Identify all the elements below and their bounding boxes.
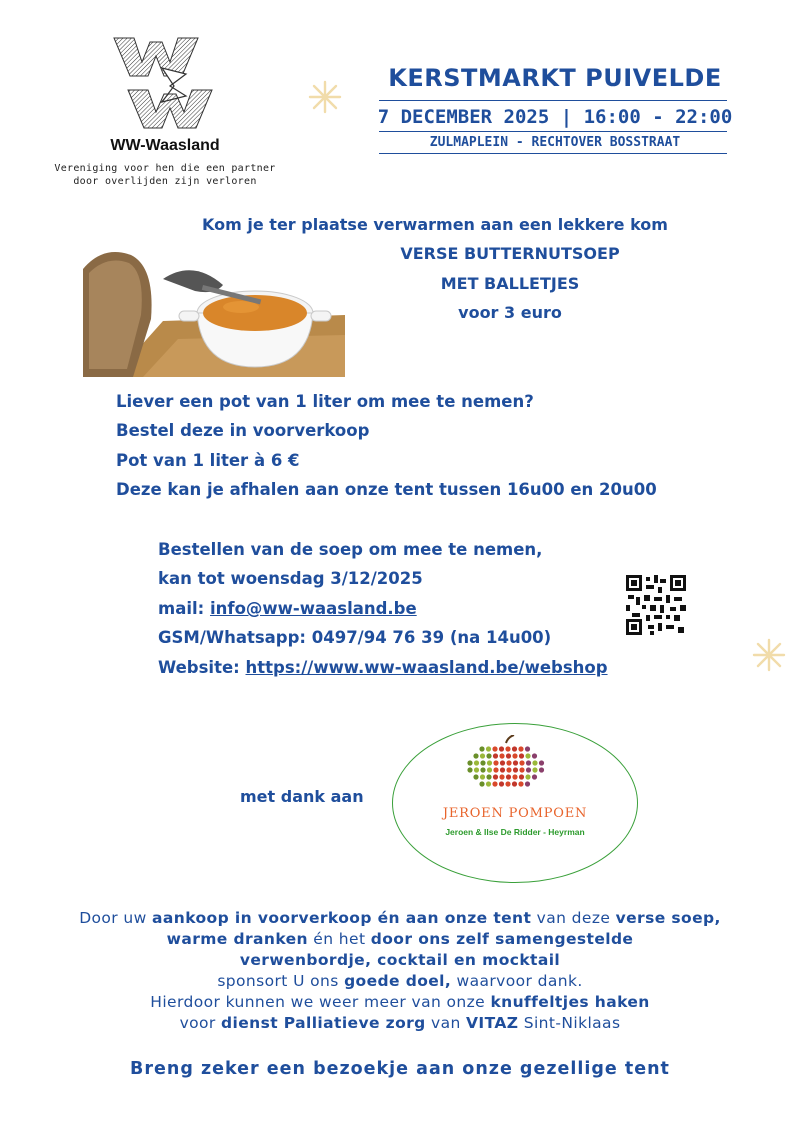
pumpkin-dot [486, 753, 491, 758]
soup-name-line: VERSE BUTTERNUTSOEP [400, 244, 620, 263]
footer-text: van deze [531, 909, 616, 927]
pumpkin-dot [526, 767, 531, 772]
pumpkin-dot [474, 767, 479, 772]
pumpkin-dot [473, 753, 478, 758]
pumpkin-dot [499, 774, 504, 779]
pumpkin-dot [519, 760, 524, 765]
pumpkin-dot [493, 760, 498, 765]
pumpkin-dot [493, 753, 498, 758]
pumpkin-dot [467, 760, 472, 765]
pumpkin-dot [525, 753, 530, 758]
organization-tagline: Vereniging voor hen die een partner door overlijden zijn verloren [54, 163, 276, 187]
pumpkin-dot [467, 767, 472, 772]
pumpkin-dot [480, 760, 485, 765]
pumpkin-dot [487, 760, 492, 765]
footer-text: van [425, 1014, 467, 1032]
order-website [158, 658, 608, 677]
pumpkin-dot [525, 781, 530, 786]
pumpkin-logo-icon [462, 735, 552, 793]
pumpkin-dot [506, 774, 511, 779]
pumpkin-dot [499, 753, 504, 758]
pumpkin-dot [532, 774, 537, 779]
ww-logo-icon [112, 36, 216, 130]
pumpkin-dot [518, 781, 523, 786]
pumpkin-dot [474, 760, 479, 765]
pumpkin-dot [492, 746, 497, 751]
footer-text: én het [307, 930, 371, 948]
footer-emphasis: verse soep, [615, 909, 721, 927]
order-info-line: Bestellen van de soep om mee te nemen, [158, 540, 543, 559]
order-mail [158, 599, 417, 618]
pumpkin-dot [486, 781, 491, 786]
pumpkin-dot [486, 746, 491, 751]
pumpkin-dot [492, 781, 497, 786]
pumpkin-dot [512, 781, 517, 786]
pumpkin-dot [506, 753, 511, 758]
pumpkin-dot [487, 767, 492, 772]
footer-emphasis: verwenbordje, cocktail en mocktail [239, 951, 561, 969]
event-title: KERSTMARKT PUIVELDE [388, 64, 722, 92]
footer-paragraph [20, 908, 780, 1034]
pumpkin-dot [519, 753, 524, 758]
pumpkin-dot [519, 774, 524, 779]
pumpkin-dot [532, 760, 537, 765]
pumpkin-dot [512, 774, 517, 779]
pumpkin-dot [532, 767, 537, 772]
pumpkin-dot [518, 746, 523, 751]
pumpkin-dot [505, 781, 510, 786]
website-link[interactable]: https://www.ww-waasland.be/webshop [245, 658, 608, 677]
footer-text: Hierdoor kunnen we weer meer van onze [150, 993, 491, 1011]
pumpkin-dot [539, 767, 544, 772]
footer-text: Door uw [79, 909, 153, 927]
pumpkin-dot [526, 760, 531, 765]
order-gsm: GSM/Whatsapp: 0497/94 76 39 (na 14u00) [158, 628, 552, 647]
pumpkin-dot [505, 746, 510, 751]
pumpkin-dot [512, 753, 517, 758]
pumpkin-dot [473, 774, 478, 779]
footer-text: voor [179, 1014, 222, 1032]
soup-name-line: MET BALLETJES [440, 274, 580, 293]
closing-call-to-action: Breng zeker een bezoekje aan onze gezellige tent [130, 1059, 670, 1079]
pumpkin-dot [513, 760, 518, 765]
pumpkin-dot [500, 767, 505, 772]
pumpkin-dot [499, 746, 504, 751]
pumpkin-dot [500, 760, 505, 765]
pumpkin-dot [506, 767, 511, 772]
divider [379, 153, 727, 154]
pumpkin-dot [493, 767, 498, 772]
pumpkin-dot [480, 753, 485, 758]
pumpkin-dot [506, 760, 511, 765]
pumpkin-dot [499, 781, 504, 786]
pot-info-line: Liever een pot van 1 liter om mee te nemen? [116, 392, 534, 411]
sponsor-subtitle: Jeroen & Ilse De Ridder - Heyrman [445, 827, 585, 837]
pumpkin-dot [479, 781, 484, 786]
footer-text: Sint-Niklaas [518, 1014, 621, 1032]
sponsor-name: JEROEN POMPOEN [442, 806, 588, 821]
order-deadline: kan tot woensdag 3/12/2025 [158, 569, 423, 588]
sparkle-icon [752, 638, 786, 672]
footer-emphasis: door ons zelf samengestelde [370, 930, 634, 948]
pot-info-line: Bestel deze in voorverkoop [116, 421, 370, 440]
pumpkin-dot [525, 746, 530, 751]
pumpkin-dot [480, 774, 485, 779]
organization-name: WW-Waasland [110, 137, 220, 154]
pumpkin-dot [486, 774, 491, 779]
footer-emphasis: goede doel, [344, 972, 452, 990]
mail-link[interactable]: info@ww-waasland.be [209, 599, 417, 618]
qr-code-icon[interactable] [626, 575, 686, 635]
pot-pickup-info: Deze kan je afhalen aan onze tent tussen 16u00 en 20u00 [116, 480, 657, 499]
footer-emphasis: warme dranken [166, 930, 308, 948]
footer-text: sponsort U ons [217, 972, 345, 990]
pumpkin-dot [519, 767, 524, 772]
mail-label: mail: [158, 599, 210, 618]
footer-text: waarvoor dank. [451, 972, 583, 990]
footer-emphasis: aankoop in voorverkoop én aan onze tent [152, 909, 532, 927]
pot-price: Pot van 1 liter à 6 € [116, 451, 300, 470]
pumpkin-dot [513, 767, 518, 772]
soup-intro-line: Kom je ter plaatse verwarmen aan een lekkere kom [202, 215, 668, 234]
pumpkin-dot [480, 767, 485, 772]
pumpkin-dot [525, 774, 530, 779]
sparkle-icon [308, 80, 342, 114]
pumpkin-dot [493, 774, 498, 779]
thanks-label: met dank aan [240, 787, 364, 806]
pumpkin-dot [479, 746, 484, 751]
footer-emphasis: VITAZ [466, 1014, 519, 1032]
footer-emphasis: dienst Palliatieve zorg [221, 1014, 426, 1032]
website-label: Website: [158, 658, 246, 677]
soup-bowl-image [83, 249, 345, 377]
pumpkin-dot [532, 753, 537, 758]
event-location: ZULMAPLEIN - RECHTOVER BOSSTRAAT [429, 135, 681, 150]
pumpkin-dot [539, 760, 544, 765]
divider [379, 100, 727, 101]
pumpkin-dot [512, 746, 517, 751]
event-date: 7 DECEMBER 2025 | 16:00 - 22:00 [377, 106, 733, 128]
soup-price: voor 3 euro [458, 303, 562, 322]
divider [379, 131, 727, 132]
footer-emphasis: knuffeltjes haken [490, 993, 650, 1011]
